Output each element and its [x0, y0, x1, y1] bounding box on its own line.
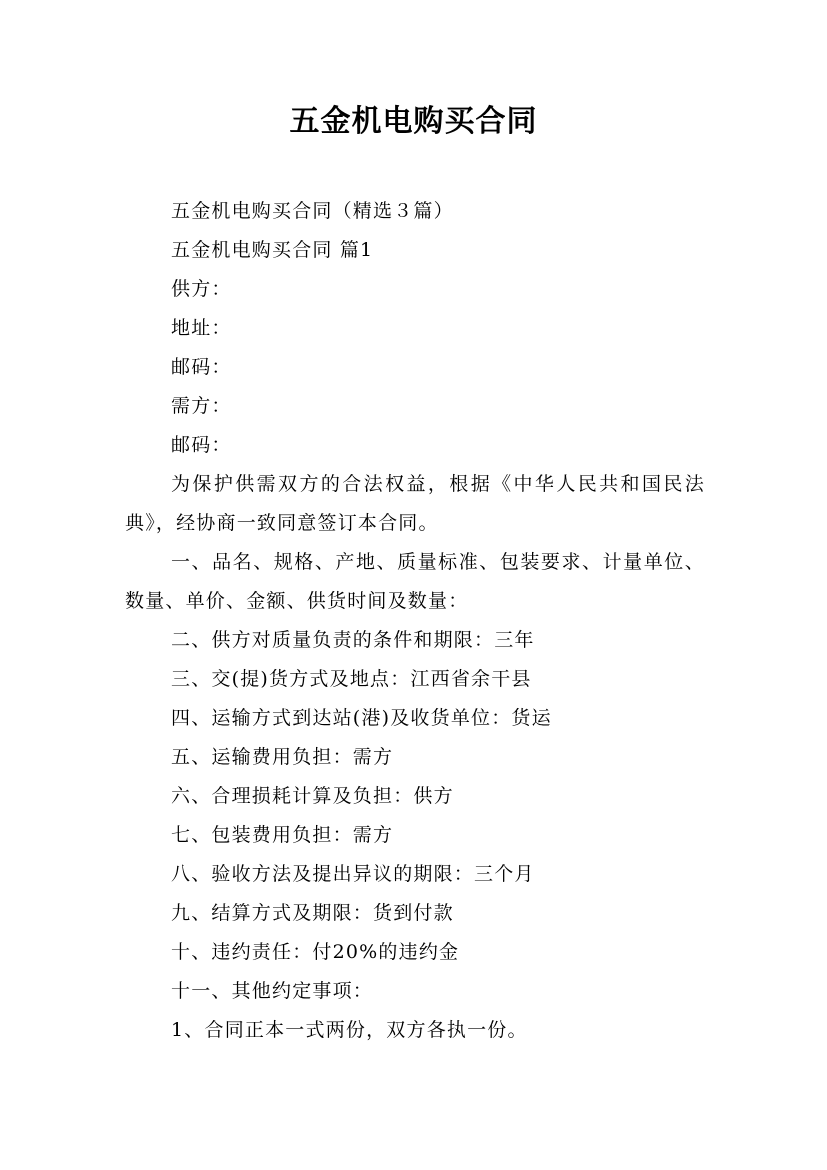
paragraph-clause-5: 五、运输费用负担：需方: [171, 746, 394, 768]
paragraph-clause-7: 七、包装费用负担：需方: [171, 824, 394, 846]
paragraph-collection-title: 五金机电购买合同（精选３篇）: [171, 200, 454, 222]
paragraph-clause-9: 九、结算方式及期限：货到付款: [171, 902, 454, 924]
paragraph-part-heading: 五金机电购买合同 篇1: [171, 239, 374, 261]
paragraph-clause-3: 三、交(提)货方式及地点：江西省余干县: [171, 668, 532, 690]
paragraph-clause-4: 四、运输方式到达站(港)及收货单位：货运: [171, 707, 552, 729]
paragraph-clause-8: 八、验收方法及提出异议的期限：三个月: [171, 863, 535, 885]
paragraph-clause-1: 一、品名、规格、产地、质量标准、包装要求、计量单位、数量、单价、金额、供货时间及数量：: [125, 551, 705, 612]
paragraph-supplier: 供方：: [171, 278, 232, 300]
paragraph-clause-11: 十一、其他约定事项：: [171, 980, 374, 1002]
page-title: 五金机电购买合同: [289, 104, 538, 139]
document-body: [125, 192, 705, 1050]
paragraph-postcode-supplier: 邮码：: [171, 356, 232, 378]
paragraph-clause-10: 十、违约责任：付20%的违约金: [171, 941, 460, 963]
paragraph-clause-2: 二、供方对质量负责的条件和期限：三年: [171, 629, 535, 651]
paragraph-postcode-buyer: 邮码：: [171, 434, 232, 456]
paragraph-preamble: 为保护供需双方的合法权益，根据《中华人民共和国民法典》，经协商一致同意签订本合同。: [125, 473, 705, 534]
paragraph-sub-clause-1: 1、合同正本一式两份，双方各执一份。: [171, 1019, 528, 1041]
paragraph-clause-6: 六、合理损耗计算及负担：供方: [171, 785, 454, 807]
paragraph-buyer: 需方：: [171, 395, 232, 417]
paragraph-address: 地址：: [171, 317, 232, 339]
